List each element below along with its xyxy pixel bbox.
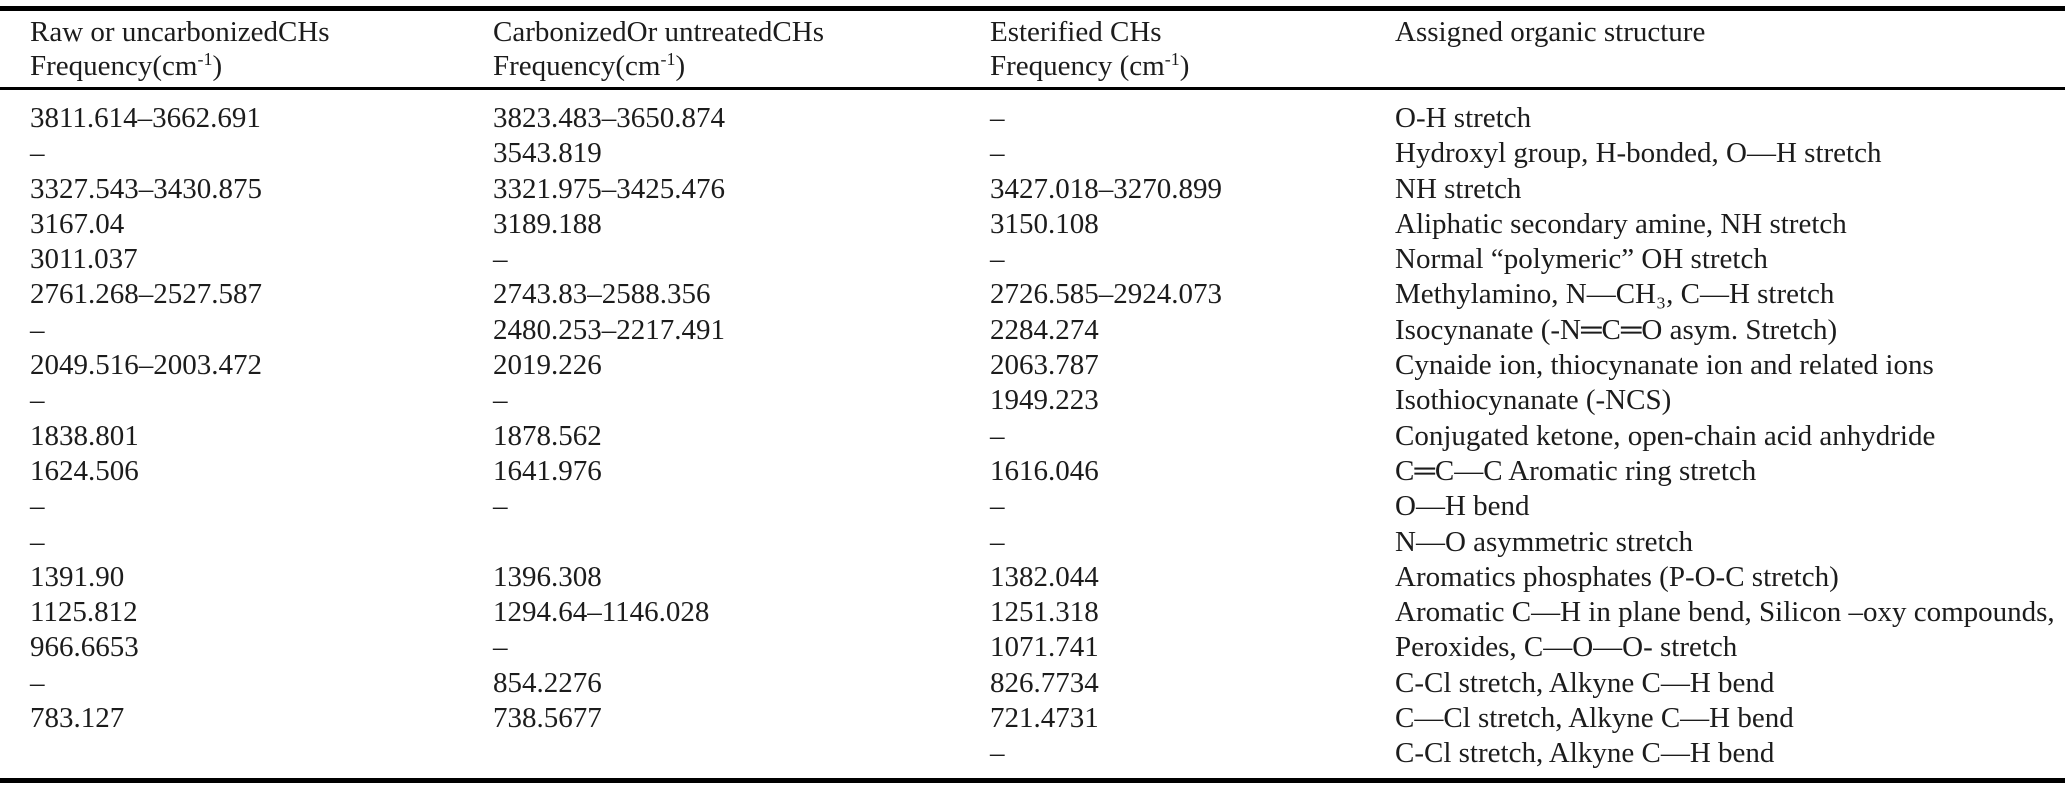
table-cell: Cynaide ion, thiocynanate ion and related ions <box>1395 349 1934 382</box>
table-cell: Aliphatic secondary amine, NH stretch <box>1395 207 1847 240</box>
table-cell: – <box>30 490 45 523</box>
table-cell: 738.5677 <box>493 702 602 735</box>
column-header-raw-uncarbonized <box>30 15 493 83</box>
table-cell: C-Cl stretch, Alkyne C—H bend <box>1395 737 1775 770</box>
table-cell: Isocynanate (-N═C═O asym. Stretch) <box>1395 313 1838 346</box>
table-row <box>30 101 2060 136</box>
table-cell: 2761.268–2527.587 <box>30 278 262 311</box>
table-top-rule <box>0 6 2065 11</box>
table-cell: C═C—C Aromatic ring stretch <box>1395 454 1757 487</box>
table-row <box>30 242 2060 277</box>
table-cell: 2743.83–2588.356 <box>493 278 711 311</box>
table-cell: 2063.787 <box>990 349 1099 382</box>
table-cell: 3427.018–3270.899 <box>990 172 1222 205</box>
table-row <box>30 383 2060 418</box>
table-cell: C—Cl stretch, Alkyne C—H bend <box>1395 702 1794 735</box>
table-cell: Normal “polymeric” OH stretch <box>1395 243 1768 276</box>
table-cell: O—H bend <box>1395 490 1530 523</box>
table-cell: – <box>30 384 45 417</box>
table-row <box>30 207 2060 242</box>
column-header-unit: Frequency $(cm^{-1})$ <box>990 49 1190 82</box>
table-row <box>30 560 2060 595</box>
table-cell: – <box>990 137 1005 170</box>
table-cell: 1396.308 <box>493 560 602 593</box>
table-cell: Peroxides, C—O—O- stretch <box>1395 631 1738 664</box>
table-bottom-rule <box>0 778 2065 783</box>
table-row <box>30 419 2060 454</box>
table-row <box>30 701 2060 736</box>
table-cell: – <box>990 525 1005 558</box>
table-cell: O-H stretch <box>1395 102 1532 134</box>
table-cell: 3011.037 <box>30 243 138 276</box>
column-header-title: CarbonizedOr untreatedCHs <box>493 16 824 48</box>
column-header-title: Raw or uncarbonizedCHs <box>30 16 330 48</box>
table-cell: 1878.562 <box>493 419 602 452</box>
table-cell: 1391.90 <box>30 560 125 593</box>
table-cell: 1624.506 <box>30 454 139 487</box>
table-cell: 1294.64–1146.028 <box>493 596 710 629</box>
column-header-title: Esterified CHs <box>990 16 1162 48</box>
table-row <box>30 489 2060 524</box>
table-cell: 1125.812 <box>30 596 138 629</box>
column-header-unit: $Frequency(cm^{-1})$ <box>30 49 223 82</box>
table-cell: Hydroxyl group, H-bonded, O—H stretch <box>1395 137 1882 170</box>
column-header-unit: $Frequency(cm^{-1})$ <box>493 49 686 82</box>
table-cell: – <box>990 490 1005 523</box>
table-cell: 826.7734 <box>990 666 1099 699</box>
table-cell: – <box>30 313 45 346</box>
table-cell: Aromatics phosphates (P-O-C stretch) <box>1395 560 1839 593</box>
table-cell: N—O asymmetric stretch <box>1395 525 1693 558</box>
superscript-unit: -1 <box>1164 49 1180 70</box>
table-cell: 1382.044 <box>990 560 1099 593</box>
table-cell: 2726.585–2924.073 <box>990 278 1222 311</box>
table-cell: Isothiocynanate (-NCS) <box>1395 384 1672 417</box>
table-cell <box>30 736 493 771</box>
table-row <box>30 630 2060 665</box>
table-row <box>30 348 2060 383</box>
table-cell: Aromatic C—H in plane bend, Silicon –oxy compounds, <box>1395 596 2055 629</box>
table-cell: 2480.253–2217.491 <box>493 313 725 346</box>
table-cell: 2049.516–2003.472 <box>30 349 262 382</box>
table-cell: 854.2276 <box>493 666 602 699</box>
table-cell: 783.127 <box>30 702 125 735</box>
table-cell: – <box>990 243 1005 276</box>
table-cell: – <box>493 384 508 417</box>
table-cell: 3321.975–3425.476 <box>493 172 725 205</box>
table-cell: 1616.046 <box>990 454 1099 487</box>
table-cell <box>493 525 990 560</box>
table-cell: – <box>990 419 1005 452</box>
table-cell: NH stretch <box>1395 172 1522 205</box>
table-cell: 1071.741 <box>990 631 1099 664</box>
table-cell: – <box>493 243 508 276</box>
table-cell: 1641.976 <box>493 454 602 487</box>
table-cell: 1949.223 <box>990 384 1099 417</box>
table-cell: 3811.614–3662.691 <box>30 102 261 134</box>
column-header-esterified <box>990 15 1395 83</box>
table-header-row <box>30 15 2060 83</box>
table-cell: 966.6653 <box>30 631 139 664</box>
table-cell: 3167.04 <box>30 207 125 240</box>
column-header-title: Assigned organic structure <box>1395 16 1706 48</box>
table-row <box>30 595 2060 630</box>
table-cell: – <box>990 737 1005 770</box>
table-cell: C-Cl stretch, Alkyne C—H bend <box>1395 666 1775 699</box>
table-cell: 3189.188 <box>493 207 602 240</box>
column-header-assigned-structure <box>1395 15 2060 83</box>
table-cell: 2019.226 <box>493 349 602 382</box>
table-cell: – <box>30 666 45 699</box>
table-header-rule <box>0 87 2065 90</box>
table-cell: 1838.801 <box>30 419 139 452</box>
table-cell: 3543.819 <box>493 137 602 170</box>
table-cell: 3823.483–3650.874 <box>493 102 725 134</box>
table-cell <box>493 736 990 771</box>
table-cell: – <box>30 137 45 170</box>
table-row <box>30 525 2060 560</box>
table-cell: 1251.318 <box>990 596 1099 629</box>
superscript-unit: -1 <box>197 49 213 70</box>
table-cell: 721.4731 <box>990 702 1099 735</box>
table-cell: – <box>990 102 1005 134</box>
table-cell: – <box>493 631 508 664</box>
superscript-unit: -1 <box>660 49 676 70</box>
table-row <box>30 277 2060 312</box>
table-cell: Methylamino, N—CH₃, C—H stretch <box>1395 278 1835 311</box>
table-cell: – <box>493 490 508 523</box>
table-cell: 2284.274 <box>990 313 1099 346</box>
table-cell: Conjugated ketone, open-chain acid anhydride <box>1395 419 1936 452</box>
table-row <box>30 736 2060 771</box>
table-cell: – <box>30 525 45 558</box>
table-body <box>30 101 2060 772</box>
column-header-carbonized-untreated <box>493 15 990 83</box>
table-row <box>30 666 2060 701</box>
table-cell: 3150.108 <box>990 207 1099 240</box>
table-row <box>30 454 2060 489</box>
table-row <box>30 136 2060 171</box>
table-row <box>30 172 2060 207</box>
table-row <box>30 313 2060 348</box>
table-cell: 3327.543–3430.875 <box>30 172 262 205</box>
